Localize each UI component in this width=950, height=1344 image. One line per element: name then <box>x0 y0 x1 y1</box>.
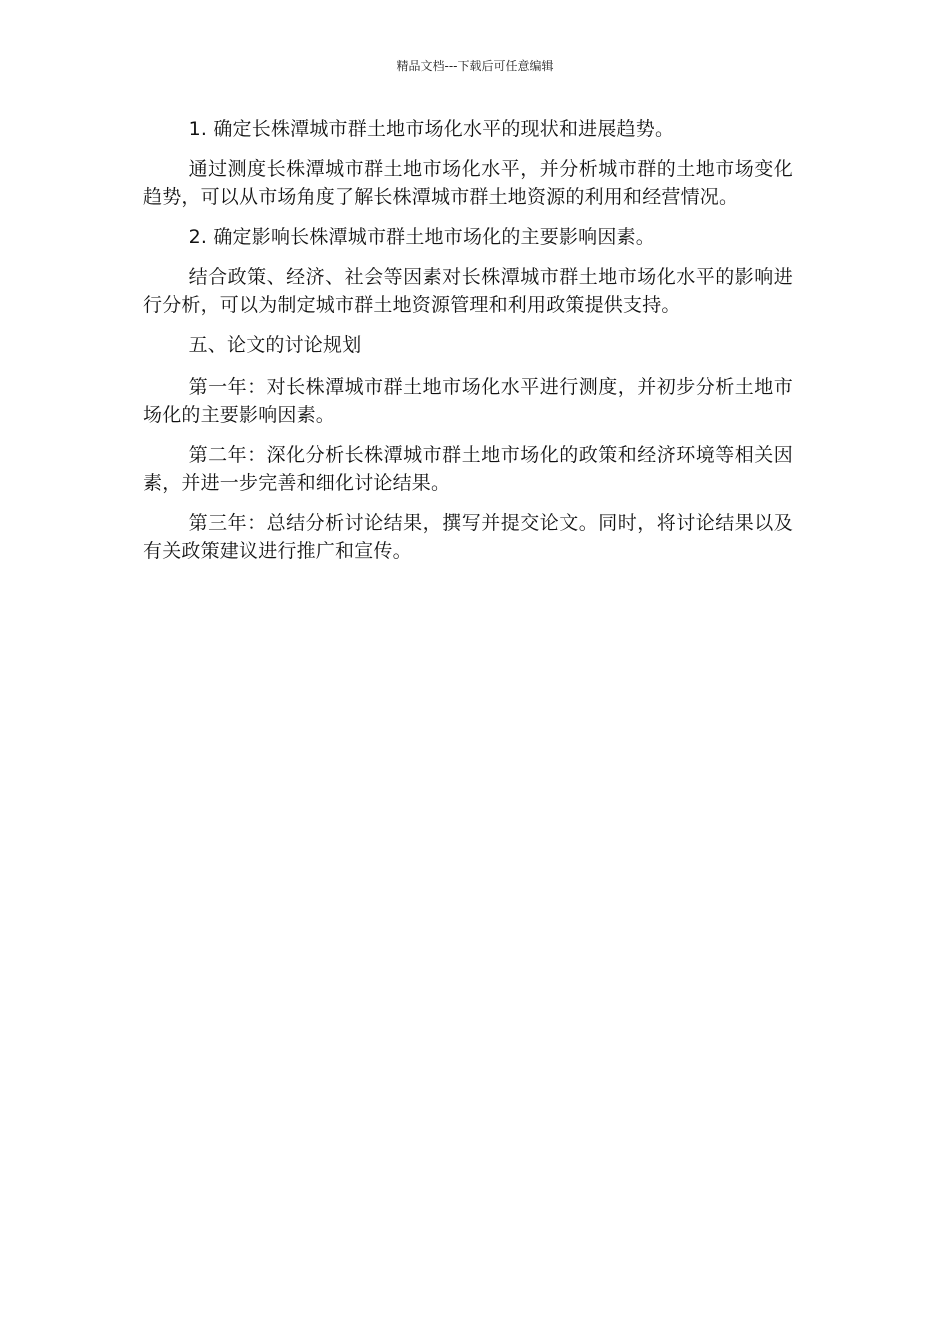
plan-year-3: 第三年：总结分析讨论结果，撰写并提交论文。同时，将讨论结果以及有关政策建议进行推广和宣传。 <box>143 512 793 562</box>
section-5-heading: 五、论文的讨论规划 <box>188 334 362 356</box>
objective-1-heading: 1. 确定长株潭城市群土地市场化水平的现状和进展趋势。 <box>188 118 675 140</box>
document-body <box>143 115 793 577</box>
objective-2-body: 结合政策、经济、社会等因素对长株潭城市群土地市场化水平的影响进行分析，可以为制定城市群土地资源管理和利用政策提供支持。 <box>143 266 793 316</box>
objective-1-body: 通过测度长株潭城市群土地市场化水平，并分析城市群的土地市场变化趋势，可以从市场角度了解长株潭城市群土地资源的利用和经营情况。 <box>143 158 793 208</box>
plan-year-1: 第一年：对长株潭城市群土地市场化水平进行测度，并初步分析土地市场化的主要影响因素。 <box>143 376 793 426</box>
plan-year-2: 第二年：深化分析长株潭城市群土地市场化的政策和经济环境等相关因素，并进一步完善和细化讨论结果。 <box>143 444 793 494</box>
objective-2-heading: 2. 确定影响长株潭城市群土地市场化的主要影响因素。 <box>188 226 655 248</box>
page-header: 精品文档---下载后可任意编辑 <box>396 59 554 73</box>
